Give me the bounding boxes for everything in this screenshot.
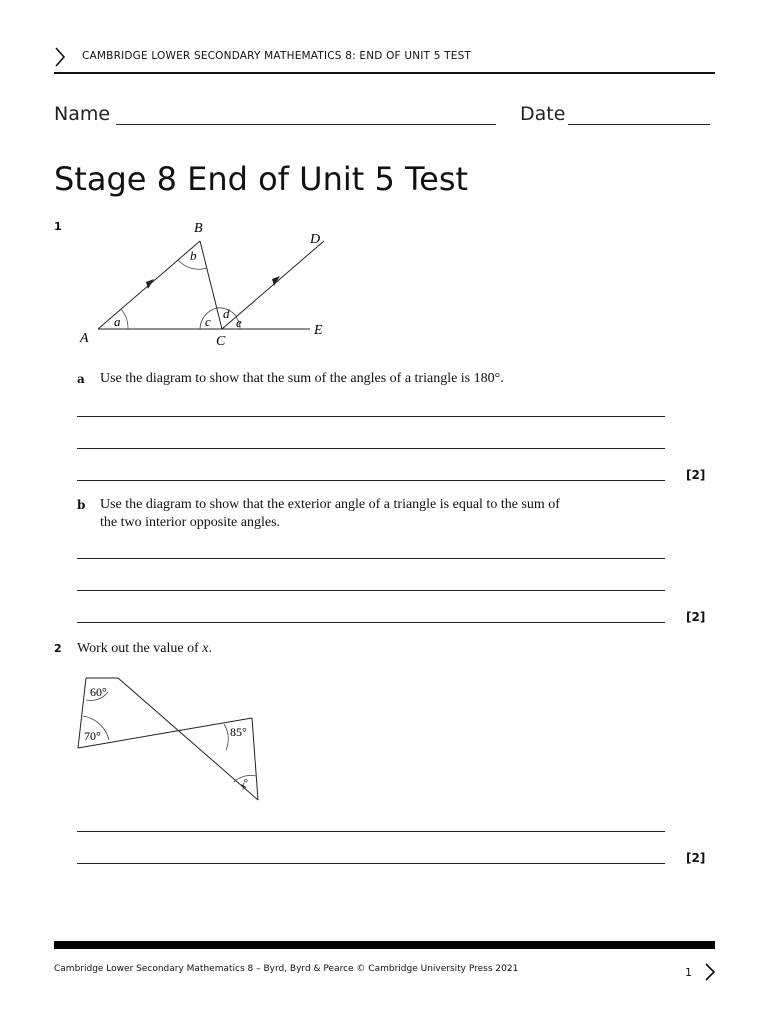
answer-line[interactable] (77, 480, 665, 481)
label-c: c (205, 314, 211, 329)
answer-line[interactable] (77, 831, 665, 832)
label-C: C (216, 334, 226, 349)
question-2-number: 2 (54, 642, 62, 655)
question-2-diagram (74, 668, 264, 808)
angle-85-label: 85° (230, 725, 247, 739)
chevron-right-icon (52, 46, 68, 68)
question-1b-text-line2: the two interior opposite angles. (100, 515, 281, 530)
footer-bar (54, 941, 715, 949)
answer-line[interactable] (77, 590, 665, 591)
label-b: b (190, 248, 197, 263)
name-label: Name (54, 103, 111, 125)
angle-60-label: 60° (90, 685, 107, 699)
label-D: D (310, 232, 321, 247)
header-title: CAMBRIDGE LOWER SECONDARY MATHEMATICS 8: END OF UNIT 5 TEST (82, 50, 472, 62)
name-field[interactable] (116, 124, 496, 125)
question-2-marks: [2] (686, 851, 706, 865)
label-B: B (194, 221, 203, 236)
answer-line[interactable] (77, 448, 665, 449)
answer-line[interactable] (77, 558, 665, 559)
header-rule (54, 72, 715, 74)
question-1a-letter: a (77, 372, 85, 386)
date-label: Date (520, 103, 566, 125)
answer-line[interactable] (77, 863, 665, 864)
label-d: d (223, 306, 230, 321)
label-E: E (314, 323, 323, 338)
label-a: a (114, 314, 121, 329)
question-2-text: Work out the value of x. (77, 641, 212, 656)
page-number: 1 (685, 966, 692, 979)
next-page-icon[interactable] (703, 962, 717, 982)
question-1b-marks: [2] (686, 610, 706, 624)
answer-line[interactable] (77, 622, 665, 623)
question-1b-text-line1: Use the diagram to show that the exterior angle of a triangle is equal to the sum of (100, 497, 560, 512)
answer-line[interactable] (77, 416, 665, 417)
label-A: A (80, 331, 89, 346)
page-title: Stage 8 End of Unit 5 Test (54, 160, 469, 198)
question-1b-letter: b (77, 498, 86, 512)
footer-credit: Cambridge Lower Secondary Mathematics 8 – Byrd, Byrd & Pearce © Cambridge University Press 2021 (54, 964, 519, 974)
question-1a-marks: [2] (686, 468, 706, 482)
angle-x-label: x° (237, 776, 253, 793)
question-1a-text: Use the diagram to show that the sum of the angles of a triangle is 180°. (100, 371, 504, 386)
question-1-diagram (70, 215, 340, 350)
angle-70-label: 70° (84, 729, 101, 743)
date-field[interactable] (568, 124, 710, 125)
label-e: e (236, 315, 242, 330)
question-1-number: 1 (54, 220, 62, 233)
